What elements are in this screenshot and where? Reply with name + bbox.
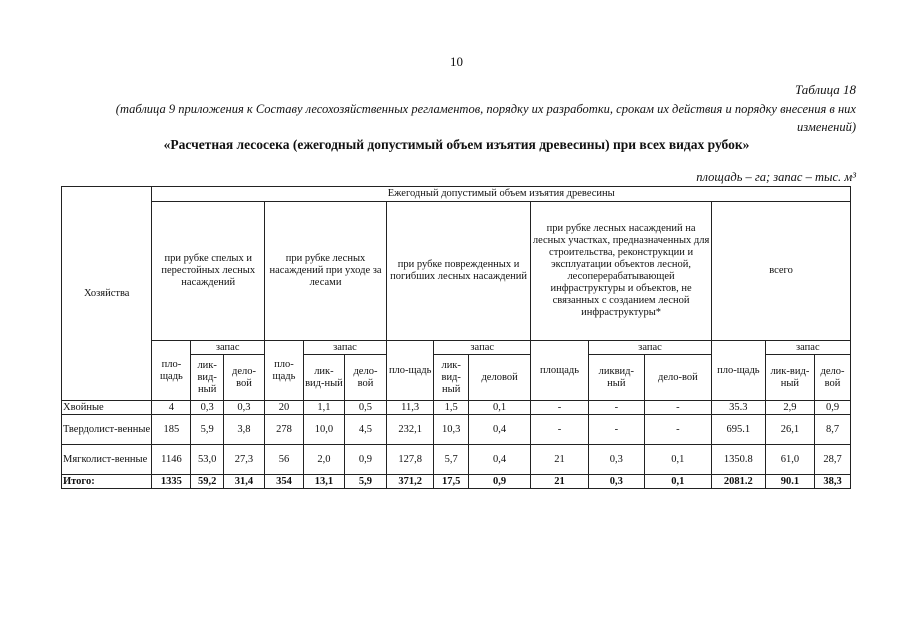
subheader-liquid: лик-вид-ный (191, 355, 224, 401)
col-header-hozyaystva: Хозяйства (62, 187, 152, 401)
table-cell: 0,1 (644, 445, 711, 475)
table-cell: 59,2 (191, 475, 224, 489)
table-cell: 185 (152, 415, 191, 445)
table-cell: 0,4 (469, 415, 531, 445)
table-cell: 17,5 (434, 475, 469, 489)
group-header-care: при рубке лесных насаждений при уходе за лесами (265, 202, 387, 341)
subheader-zapas: запас (434, 341, 531, 355)
table-cell: 0,1 (644, 475, 711, 489)
subheader-liquid: лик-вид-ный (765, 355, 814, 401)
subheader-area: пло-щадь (387, 341, 434, 401)
table-cell: 0,3 (588, 445, 644, 475)
table-cell: 10,3 (434, 415, 469, 445)
table-cell: 4 (152, 401, 191, 415)
table-cell: - (588, 415, 644, 445)
table-cell: 13,1 (303, 475, 344, 489)
table-cell: 371,2 (387, 475, 434, 489)
row-label: Хвойные (62, 401, 152, 415)
subheader-commercial: дело-вой (344, 355, 386, 401)
table-cell: 5,9 (191, 415, 224, 445)
table-number: Таблица 18 (794, 82, 856, 97)
table-cell: 21 (531, 445, 589, 475)
subheader-area: пло-щадь (712, 341, 766, 401)
table-cell: 38,3 (815, 475, 851, 489)
table-cell: 0,1 (469, 401, 531, 415)
table-subtitle: (таблица 9 приложения к Составу лесохозяйственных регламентов, порядку их разработки, срокам их действия и порядку внесения в них изменений) (115, 102, 856, 134)
row-label: Мягколист-венные (62, 445, 152, 475)
table-cell: 8,7 (815, 415, 851, 445)
table-cell: 354 (265, 475, 304, 489)
allowable-cut-table (61, 186, 851, 489)
subheader-liquid: лик-вид-ный (434, 355, 469, 401)
table-cell: - (644, 401, 711, 415)
table-cell: 5,9 (344, 475, 386, 489)
group-header-infrastructure: при рубке лесных насаждений на лесных участках, предназначенных для строительства, реконструкции и эксплуатации объектов лесной, лесоперерабатывающей инфраструктуры и объектов, не связанных с созданием лесной инфраструктуры* (531, 202, 712, 341)
table-cell: 61,0 (765, 445, 814, 475)
table-cell: 0,3 (588, 475, 644, 489)
group-header-mature: при рубке спелых и перестойных лесных насаждений (152, 202, 265, 341)
table-cell: 0,3 (191, 401, 224, 415)
table-cell: 1335 (152, 475, 191, 489)
table-cell: 26,1 (765, 415, 814, 445)
table-cell: 56 (265, 445, 304, 475)
table-cell: 0,4 (469, 445, 531, 475)
group-header-damaged: при рубке поврежденных и погибших лесных насаждений (387, 202, 531, 341)
table-cell: 28,7 (815, 445, 851, 475)
table-cell: 2,0 (303, 445, 344, 475)
subheader-liquid: ликвид-ный (588, 355, 644, 401)
table-total-row (62, 475, 851, 489)
subheader-commercial: деловой (469, 355, 531, 401)
table-cell: 2081.2 (712, 475, 766, 489)
table-heading: «Расчетная лесосека (ежегодный допустимый объем изъятия древесины) при всех видах рубок» (163, 137, 750, 152)
row-label: Твердолист-венные (62, 415, 152, 445)
subheader-area: пло-щадь (265, 341, 304, 401)
table-cell: 27,3 (223, 445, 264, 475)
table-cell: 0,5 (344, 401, 386, 415)
table-cell: 20 (265, 401, 304, 415)
subheader-commercial: дело-вой (815, 355, 851, 401)
table-cell: 3,8 (223, 415, 264, 445)
table-cell: 35.3 (712, 401, 766, 415)
table-cell: 90.1 (765, 475, 814, 489)
table-cell: 4,5 (344, 415, 386, 445)
table-cell: 127,8 (387, 445, 434, 475)
subheader-zapas: запас (588, 341, 711, 355)
subheader-commercial: дело-вой (223, 355, 264, 401)
table-cell: 2,9 (765, 401, 814, 415)
table-cell: 1146 (152, 445, 191, 475)
page-number: 10 (450, 54, 463, 69)
units-note: площадь – га; запас – тыс. м³ (696, 170, 856, 184)
table-cell: 53,0 (191, 445, 224, 475)
subheader-area: площадь (531, 341, 589, 401)
table-cell: 1,1 (303, 401, 344, 415)
table-cell: 695.1 (712, 415, 766, 445)
top-header: Ежегодный допустимый объем изъятия древесины (152, 187, 851, 202)
table-cell: 21 (531, 475, 589, 489)
table-cell: 5,7 (434, 445, 469, 475)
table-cell: 31,4 (223, 475, 264, 489)
table-row (62, 401, 851, 415)
table-cell: - (588, 401, 644, 415)
subheader-area: пло-щадь (152, 341, 191, 401)
subheader-zapas: запас (191, 341, 265, 355)
table-cell: - (644, 415, 711, 445)
subheader-zapas: запас (303, 341, 386, 355)
table-cell: 0,9 (469, 475, 531, 489)
table-cell: 232,1 (387, 415, 434, 445)
table-cell: 0,9 (344, 445, 386, 475)
table-row (62, 415, 851, 445)
table-cell: 11,3 (387, 401, 434, 415)
table-cell: - (531, 401, 589, 415)
table-cell: 0,3 (223, 401, 264, 415)
table-cell: 1350.8 (712, 445, 766, 475)
table-row (62, 445, 851, 475)
table-cell: 1,5 (434, 401, 469, 415)
table-cell: 278 (265, 415, 304, 445)
row-label: Итого: (62, 475, 152, 489)
subheader-zapas: запас (765, 341, 850, 355)
subheader-commercial: дело-вой (644, 355, 711, 401)
group-header-total: всего (712, 202, 851, 341)
table-cell: 10,0 (303, 415, 344, 445)
subheader-liquid: лик-вид-ный (303, 355, 344, 401)
table-cell: 0,9 (815, 401, 851, 415)
table-cell: - (531, 415, 589, 445)
